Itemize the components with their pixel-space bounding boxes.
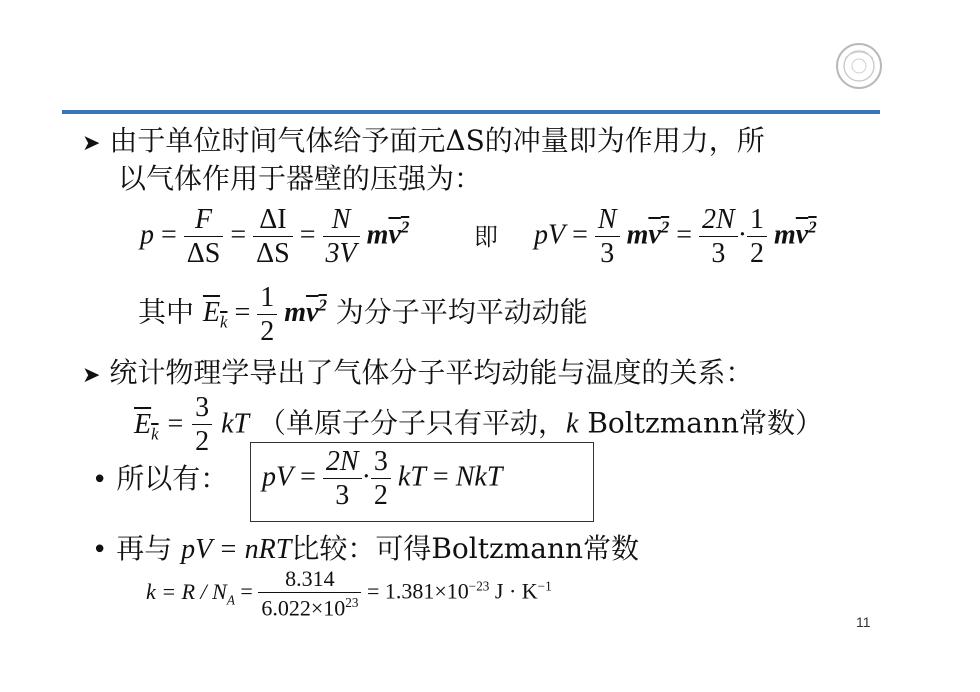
equation-pv: pV = $\frac{N}{3}$ $mv^2$ = $\frac{2N}{3}$ · $\frac{1}{2}$ $mv^2$: [534, 204, 817, 269]
bullet-1-line-1: 由于单位时间气体给予面元ΔS的冲量即为作用力，所: [109, 124, 765, 157]
bullet-1-line-2: 以气体作用于器壁的压强为：: [118, 162, 483, 195]
bullet-3: • 所以有：: [92, 462, 229, 495]
round-bullet-icon: •: [92, 465, 108, 495]
bullet-2: ➤ 统计物理学导出了气体分子平均动能与温度的关系：: [82, 356, 754, 389]
title-divider: [62, 110, 880, 114]
equation-boxed: pV = $\frac{2N}{3}$ · $\frac{3}{2}$ kT = NkT: [262, 446, 503, 511]
bullet-4: • 再与 pV = nRT比较：可得Boltzmann常数: [92, 532, 640, 565]
bullet-1: [82, 124, 765, 161]
equation-pressure: p = $\frac{F}{\Delta S}$ = $\frac{\Delta I}{\Delta S}$ = $\frac{N}{3V}$ $mv^2$: [140, 204, 410, 269]
ji-label: 即: [474, 223, 498, 251]
equation-boltzmann: $k = R / N_A$ = $\frac{8.314}{6.022\times 10^{23}}$ = $1.381\times 10^{-23}$ $J \cdot K^{-1}$: [146, 566, 552, 621]
university-seal-icon: [835, 42, 883, 90]
equation-energy-temperature: $E_k$ = $\frac{3}{2}$ kT （单原子分子只有平动，k Boltzmann常数）: [134, 392, 824, 457]
page-number: 11: [856, 614, 871, 630]
arrow-bullet-icon: ➤: [82, 363, 101, 388]
arrow-bullet-icon: ➤: [82, 131, 101, 156]
kinetic-energy-line: 其中 $E_k$ = $\frac{1}{2}$ $mv^2$ 为分子平均平动动能: [138, 282, 588, 347]
round-bullet-icon: •: [92, 535, 108, 565]
